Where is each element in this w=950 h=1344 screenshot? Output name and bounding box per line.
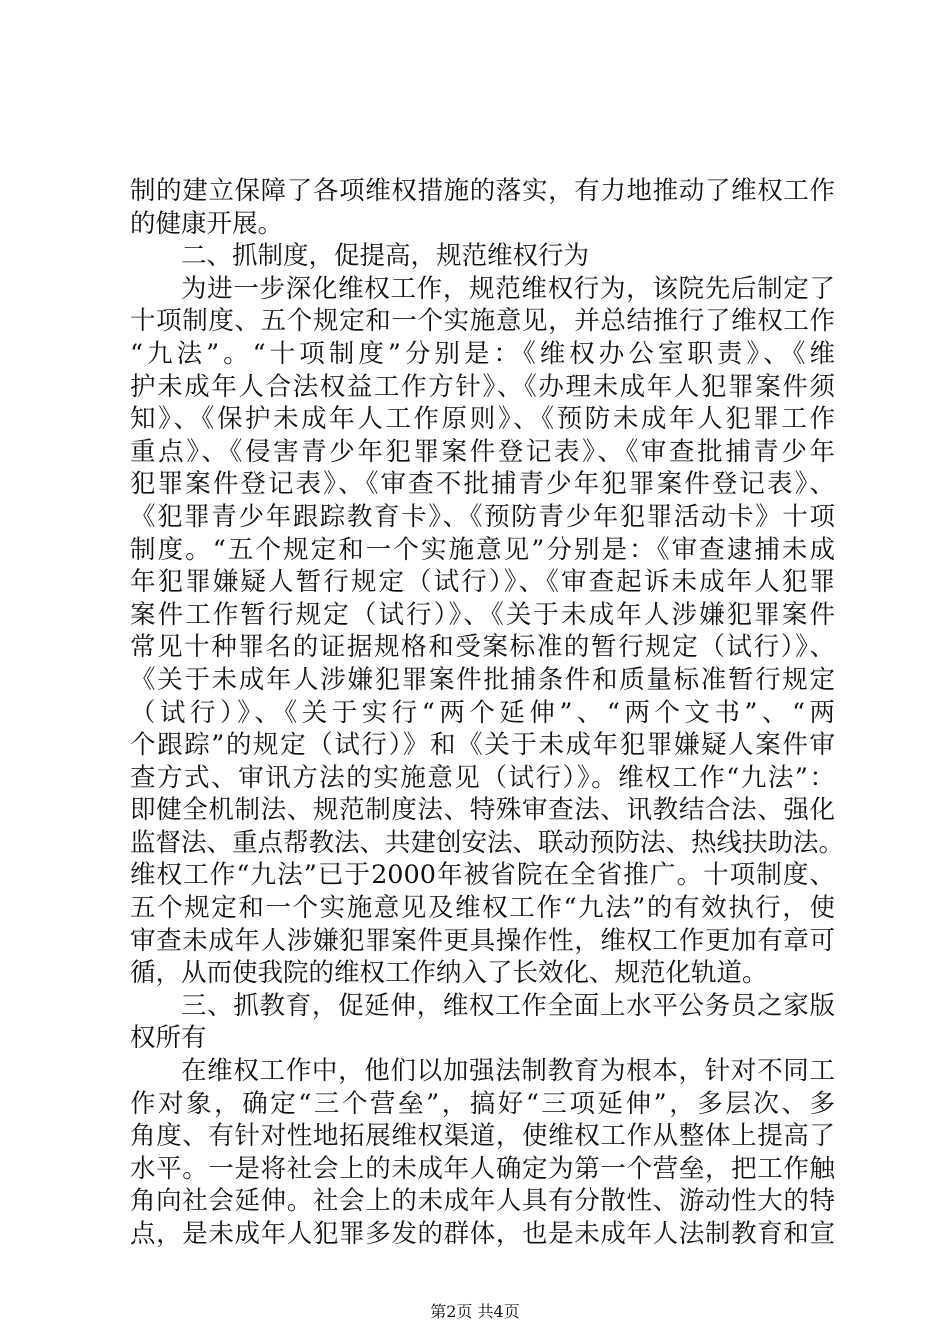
text-line: 在维权工作中，他们以加强法制教育为根本，针对不同工 <box>181 1056 835 1087</box>
text-line: 五个规定和一个实施意见及维权工作“九法”的有效执行，使 <box>130 893 835 924</box>
text-line: 为进一步深化维权工作，规范维权行为，该院先后制定了 <box>181 273 835 304</box>
text-line: 常见十种罪名的证据规格和受案标准的暂行规定（试行）》、 <box>130 632 835 663</box>
text-line: 的健康开展。 <box>130 208 284 239</box>
text-line: 即健全机制法、规范制度法、特殊审查法、讯教结合法、强化 <box>130 795 835 826</box>
body-text <box>130 175 845 1251</box>
text-line: 个跟踪”的规定（试行）》和《关于未成年犯罪嫌疑人案件审 <box>130 730 835 761</box>
text-line: 制度。“五个规定和一个实施意见”分别是：《审查逮捕未成 <box>130 534 835 565</box>
text-line: 犯罪案件登记表》、《审查不批捕青少年犯罪案件登记表》、 <box>130 469 835 500</box>
text-line: 审查未成年人涉嫌犯罪案件更具操作性，维权工作更加有章可 <box>130 925 835 956</box>
text-line: 权所有 <box>130 1023 207 1054</box>
text-line: 角向社会延伸。社会上的未成年人具有分散性、游动性大的特 <box>130 1186 835 1217</box>
text-line: 《犯罪青少年跟踪教育卡》、《预防青少年犯罪活动卡》十项 <box>130 501 835 532</box>
text-line: 三、抓教育，促延伸，维权工作全面上水平公务员之家版 <box>181 990 835 1021</box>
text-line: （试行）》、《关于实行“两个延伸”、“两个文书”、“两 <box>130 697 835 728</box>
page-number-footer: 第2页 共4页 <box>430 1302 520 1321</box>
text-line: “九法”。“十项制度”分别是：《维权办公室职责》、《维 <box>130 338 835 369</box>
text-line: 角度、有针对性地拓展维权渠道，使维权工作从整体上提高了 <box>130 1121 835 1152</box>
text-line: 制的建立保障了各项维权措施的落实，有力地推动了维权工作 <box>130 176 835 206</box>
text-line: 二、抓制度，促提高，规范维权行为 <box>181 241 590 272</box>
text-line: 案件工作暂行规定（试行）》、《关于未成年人涉嫌犯罪案件 <box>130 599 835 630</box>
text-line: 水平。一是将社会上的未成年人确定为第一个营垒，把工作触 <box>130 1153 835 1184</box>
text-line: 维权工作“九法”已于2000年被省院在全省推广。十项制度、 <box>130 860 835 891</box>
text-line: 作对象，确定“三个营垒”，搞好“三项延伸”，多层次、多 <box>130 1088 835 1119</box>
text-line: 点，是未成年人犯罪多发的群体，也是未成年人法制教育和宣 <box>130 1219 835 1249</box>
text-line: 查方式、审讯方法的实施意见（试行）》。维权工作“九法”： <box>130 762 835 793</box>
text-line: 知》、《保护未成年人工作原则》、《预防未成年人犯罪工作 <box>130 404 835 435</box>
text-line: 十项制度、五个规定和一个实施意见，并总结推行了维权工作 <box>130 306 835 337</box>
text-line: 《关于未成年人涉嫌犯罪案件批捕条件和质量标准暂行规定 <box>130 664 835 695</box>
text-line: 重点》、《侵害青少年犯罪案件登记表》、《审查批捕青少年 <box>130 436 835 467</box>
text-line: 护未成年人合法权益工作方针》、《办理未成年人犯罪案件须 <box>130 371 835 402</box>
text-line: 年犯罪嫌疑人暂行规定（试行）》、《审查起诉未成年人犯罪 <box>130 567 835 598</box>
text-line: 监督法、重点帮教法、共建创安法、联动预防法、热线扶助法。 <box>130 827 845 858</box>
text-line: 循，从而使我院的维权工作纳入了长效化、规范化轨道。 <box>130 958 768 989</box>
